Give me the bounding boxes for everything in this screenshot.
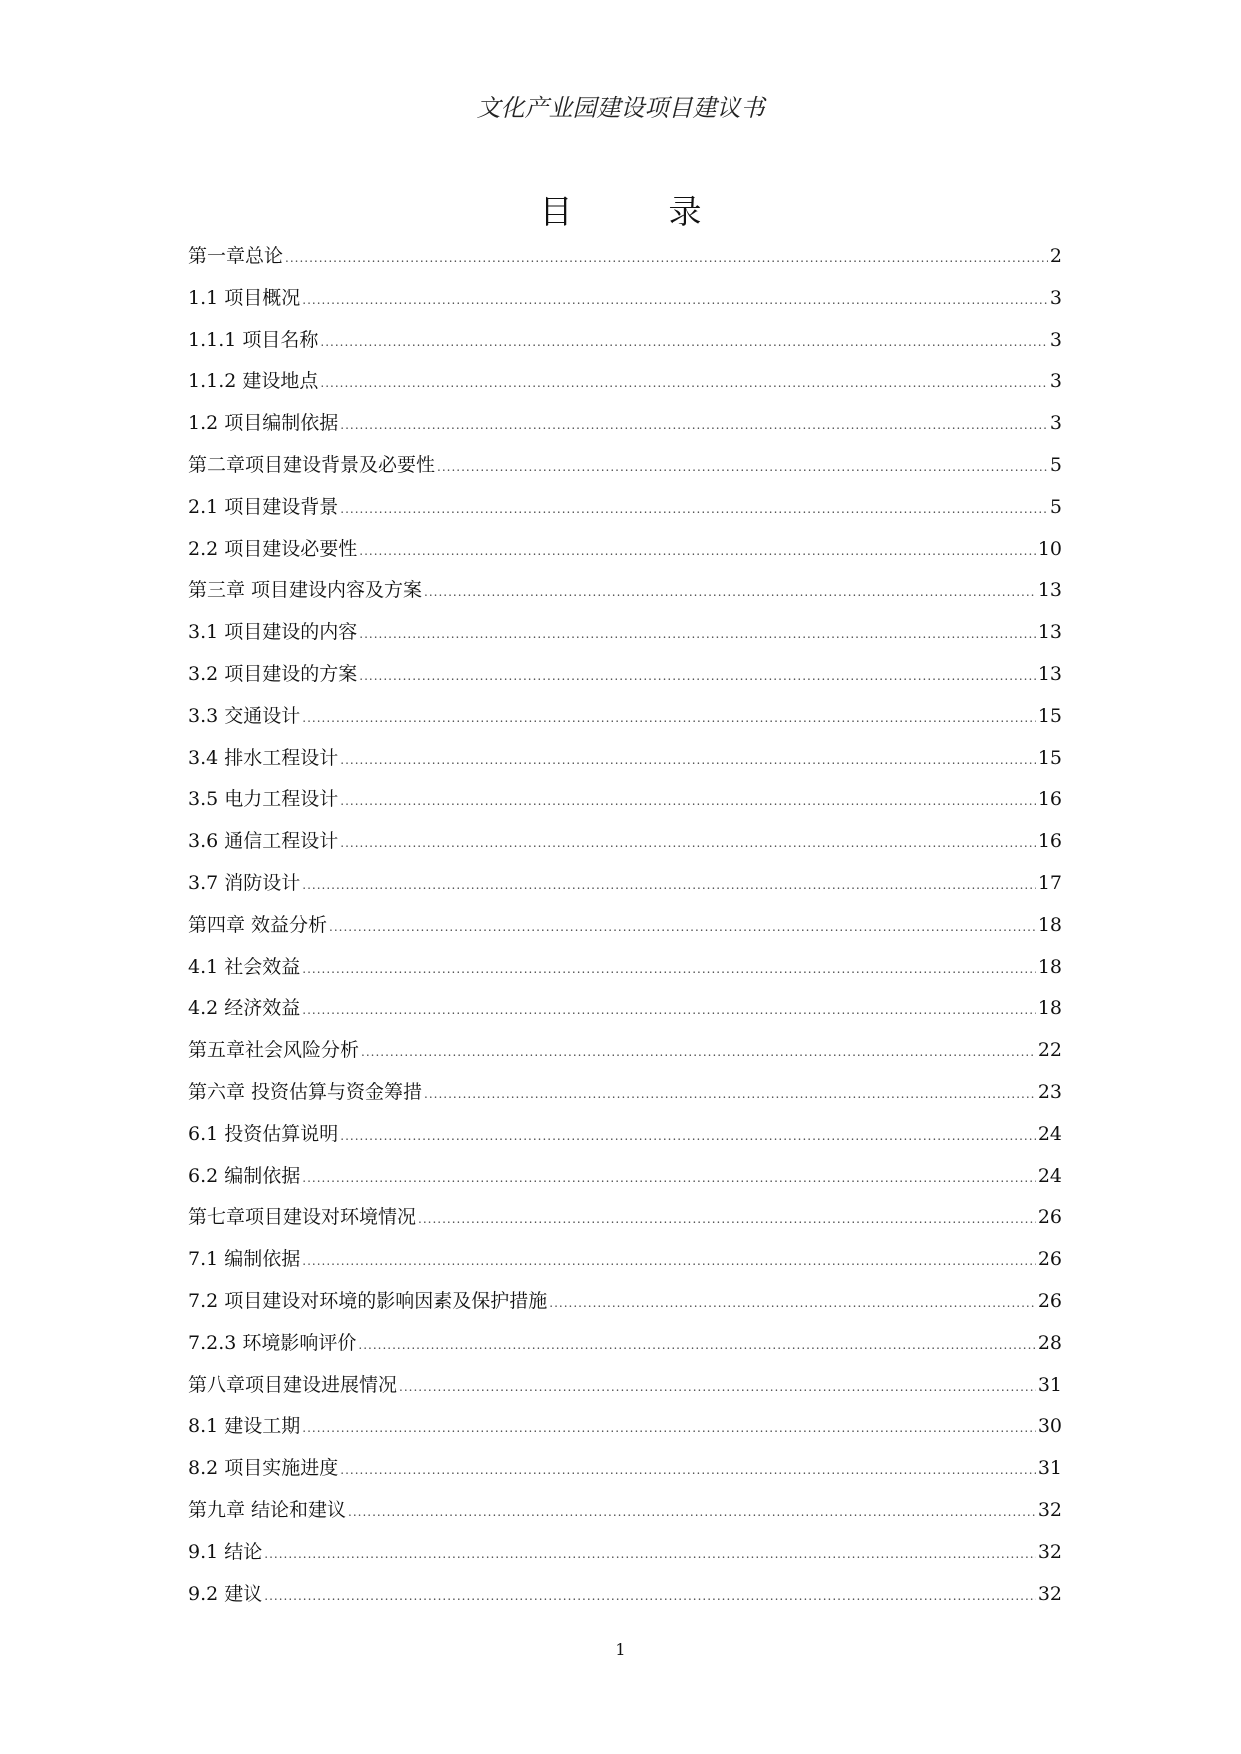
toc-leader-dots <box>348 1492 1036 1534</box>
toc-leader-dots <box>329 907 1036 949</box>
toc-entry[interactable] <box>188 1406 1062 1448</box>
toc-entry-label: 3.1 项目建设的内容 <box>188 621 358 644</box>
running-header: 文化产业园建设项目建议书 <box>476 94 765 122</box>
toc-entry-label: 1.1.2 建设地点 <box>188 370 319 393</box>
toc-title <box>0 186 1241 233</box>
toc-entry-label: 第五章社会风险分析 <box>188 1039 360 1062</box>
toc-entry-label: 第四章 效益分析 <box>188 913 328 936</box>
toc-entry-label: 4.1 社会效益 <box>188 955 301 978</box>
toc-entry-page: 3 <box>1049 412 1062 435</box>
toc-entry[interactable] <box>188 738 1062 780</box>
toc-entry-label: 9.2 建议 <box>188 1582 263 1605</box>
toc-entry-page: 5 <box>1049 453 1062 476</box>
toc-entry-page: 26 <box>1037 1206 1062 1229</box>
toc-leader-dots <box>302 280 1048 322</box>
toc-entry-page: 22 <box>1037 1039 1062 1062</box>
toc-entry[interactable] <box>188 320 1062 362</box>
toc-entry[interactable] <box>188 654 1062 696</box>
toc-leader-dots <box>437 447 1048 489</box>
toc-entry[interactable] <box>188 1365 1062 1407</box>
toc-leader-dots <box>418 1199 1036 1241</box>
toc-leader-dots <box>302 1158 1036 1200</box>
toc-entry[interactable] <box>188 863 1062 905</box>
toc-entry-label: 1.1.1 项目名称 <box>188 328 319 351</box>
toc-leader-dots <box>302 865 1036 907</box>
toc-entry-page: 13 <box>1037 621 1062 644</box>
toc-entry-label: 1.2 项目编制依据 <box>188 412 339 435</box>
toc-entry-page: 3 <box>1049 328 1062 351</box>
toc-entry-page: 16 <box>1037 830 1062 853</box>
toc-leader-dots <box>340 1450 1036 1492</box>
toc-entry-label: 3.7 消防设计 <box>188 871 301 894</box>
toc-entry-label: 第一章总论 <box>188 245 284 267</box>
toc-entry-label: 第七章项目建设对环境情况 <box>188 1206 417 1229</box>
toc-entry[interactable] <box>188 612 1062 654</box>
toc-entry-label: 第六章 投资估算与资金筹措 <box>188 1080 423 1103</box>
toc-entry-page: 28 <box>1037 1331 1062 1354</box>
toc-entry[interactable] <box>188 1574 1062 1616</box>
toc-entry[interactable] <box>188 1072 1062 1114</box>
toc-leader-dots <box>424 1074 1036 1116</box>
toc-entry[interactable] <box>188 905 1062 947</box>
toc-entry[interactable] <box>188 1532 1062 1574</box>
toc-entry-label: 3.6 通信工程设计 <box>188 830 339 853</box>
toc-leader-dots <box>361 1032 1036 1074</box>
toc-entry-label: 8.2 项目实施进度 <box>188 1457 339 1480</box>
toc-entry-page: 24 <box>1037 1122 1062 1145</box>
toc-entry[interactable] <box>188 278 1062 320</box>
toc-entry-page: 26 <box>1037 1248 1062 1271</box>
toc-entry[interactable] <box>188 1490 1062 1532</box>
toc-entry[interactable] <box>188 1281 1062 1323</box>
toc-leader-dots <box>302 990 1036 1032</box>
toc-entry[interactable] <box>188 487 1062 529</box>
toc-entry[interactable] <box>188 570 1062 612</box>
table-of-contents <box>188 236 1062 1615</box>
toc-title-char-1: 目 <box>539 192 573 231</box>
toc-entry-page: 23 <box>1037 1080 1062 1103</box>
toc-leader-dots <box>340 1116 1036 1158</box>
toc-entry-label: 2.1 项目建设背景 <box>188 495 339 518</box>
toc-entry[interactable] <box>188 779 1062 821</box>
toc-entry-page: 10 <box>1037 537 1062 560</box>
toc-entry-page: 32 <box>1037 1582 1062 1605</box>
toc-entry[interactable] <box>188 947 1062 989</box>
toc-entry[interactable] <box>188 445 1062 487</box>
toc-entry-page: 32 <box>1037 1498 1062 1521</box>
toc-entry-label: 7.1 编制依据 <box>188 1248 301 1271</box>
toc-entry-page: 18 <box>1037 955 1062 978</box>
toc-entry-page: 24 <box>1037 1164 1062 1187</box>
toc-entry-label: 3.4 排水工程设计 <box>188 746 339 769</box>
toc-entry-label: 第三章 项目建设内容及方案 <box>188 579 423 602</box>
toc-entry-label: 1.1 项目概况 <box>188 286 301 309</box>
toc-leader-dots <box>320 322 1048 364</box>
toc-leader-dots <box>320 363 1048 405</box>
toc-entry-label: 3.5 电力工程设计 <box>188 788 339 811</box>
toc-leader-dots <box>340 823 1036 865</box>
toc-entry[interactable] <box>188 1323 1062 1365</box>
toc-entry[interactable] <box>188 529 1062 571</box>
toc-leader-dots <box>302 949 1036 991</box>
toc-leader-dots <box>359 531 1036 573</box>
toc-entry-page: 3 <box>1049 370 1062 393</box>
toc-entry-label: 2.2 项目建设必要性 <box>188 537 358 560</box>
toc-entry[interactable] <box>188 1239 1062 1281</box>
toc-leader-dots <box>359 656 1036 698</box>
toc-entry-page: 18 <box>1037 997 1062 1020</box>
toc-entry-label: 6.2 编制依据 <box>188 1164 301 1187</box>
toc-leader-dots <box>285 238 1048 280</box>
toc-entry[interactable] <box>188 1030 1062 1072</box>
toc-entry-page: 2 <box>1049 245 1062 267</box>
toc-leader-dots <box>340 405 1048 447</box>
toc-leader-dots <box>340 781 1036 823</box>
toc-entry-page: 31 <box>1037 1373 1062 1396</box>
toc-leader-dots <box>399 1367 1036 1409</box>
toc-entry-page: 13 <box>1037 662 1062 685</box>
toc-entry-label: 第二章项目建设背景及必要性 <box>188 453 436 476</box>
toc-leader-dots <box>264 1534 1036 1576</box>
toc-entry-label: 第八章项目建设进展情况 <box>188 1373 398 1396</box>
toc-entry-page: 31 <box>1037 1457 1062 1480</box>
toc-leader-dots <box>302 698 1036 740</box>
toc-title-char-2: 录 <box>668 192 702 231</box>
toc-leader-dots <box>340 489 1048 531</box>
toc-entry-page: 32 <box>1037 1540 1062 1563</box>
toc-entry[interactable] <box>188 1197 1062 1239</box>
toc-entry[interactable] <box>188 696 1062 738</box>
toc-entry-page: 3 <box>1049 286 1062 309</box>
toc-entry[interactable] <box>188 403 1062 445</box>
toc-entry-page: 15 <box>1037 746 1062 769</box>
toc-entry-label: 7.2.3 环境影响评价 <box>188 1331 357 1354</box>
toc-leader-dots <box>549 1283 1036 1325</box>
toc-leader-dots <box>302 1408 1036 1450</box>
toc-entry[interactable] <box>188 1448 1062 1490</box>
toc-entry[interactable] <box>188 236 1062 278</box>
toc-entry-label: 3.2 项目建设的方案 <box>188 662 358 685</box>
toc-leader-dots <box>264 1576 1036 1618</box>
toc-entry-page: 16 <box>1037 788 1062 811</box>
toc-entry-page: 5 <box>1049 495 1062 518</box>
toc-entry[interactable] <box>188 361 1062 403</box>
toc-entry-label: 7.2 项目建设对环境的影响因素及保护措施 <box>188 1289 548 1312</box>
toc-entry-label: 3.3 交通设计 <box>188 704 301 727</box>
toc-entry[interactable] <box>188 821 1062 863</box>
toc-entry-label: 6.1 投资估算说明 <box>188 1122 339 1145</box>
toc-entry[interactable] <box>188 1156 1062 1198</box>
toc-entry-label: 9.1 结论 <box>188 1540 263 1563</box>
toc-entry[interactable] <box>188 1114 1062 1156</box>
toc-entry-label: 第九章 结论和建议 <box>188 1498 347 1521</box>
toc-entry-page: 26 <box>1037 1289 1062 1312</box>
toc-entry-label: 8.1 建设工期 <box>188 1415 301 1438</box>
toc-entry-page: 30 <box>1037 1415 1062 1438</box>
toc-entry-page: 17 <box>1037 871 1062 894</box>
toc-entry-page: 18 <box>1037 913 1062 936</box>
toc-leader-dots <box>424 572 1036 614</box>
toc-entry-label: 4.2 经济效益 <box>188 997 301 1020</box>
toc-leader-dots <box>359 614 1036 656</box>
toc-leader-dots <box>340 740 1036 782</box>
toc-entry-page: 13 <box>1037 579 1062 602</box>
toc-entry-page: 15 <box>1037 704 1062 727</box>
toc-leader-dots <box>302 1241 1036 1283</box>
toc-leader-dots <box>358 1325 1035 1367</box>
page-number: 1 <box>615 1640 626 1659</box>
toc-entry[interactable] <box>188 988 1062 1030</box>
